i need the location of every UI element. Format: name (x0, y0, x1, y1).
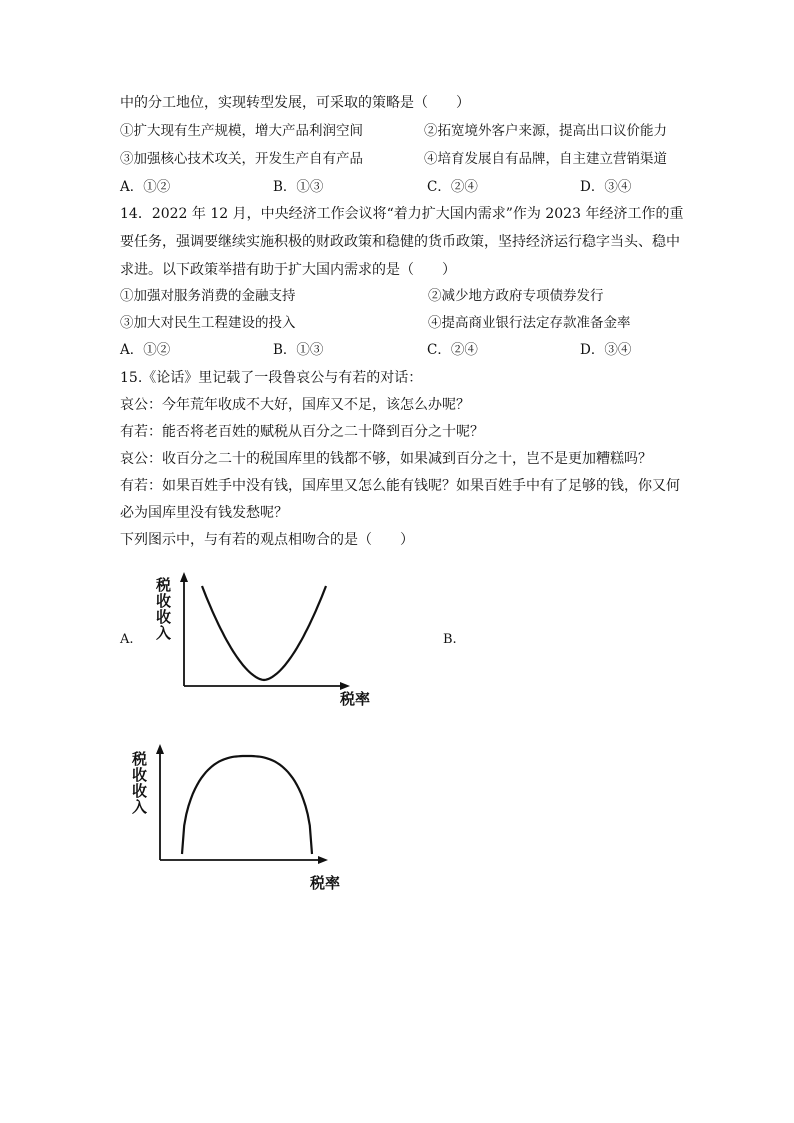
q14-option-1: ①加强对服务消费的金融支持 (120, 288, 296, 304)
q13-option-3: ③加强核心技术攻关，开发生产自有产品 (120, 151, 363, 167)
q14-answer-b[interactable]: B．①③ (273, 342, 324, 358)
chart-b-ylabel (131, 750, 147, 816)
q14-answer-c[interactable]: C．②④ (427, 342, 478, 358)
ylabel-char: 税 (156, 576, 172, 594)
q13-option-2: ②拓宽境外客户来源，提高出口议价能力 (424, 123, 667, 139)
chart-a-x-arrow (340, 682, 350, 690)
ylabel-char: 收 (156, 592, 172, 610)
q13-option-1: ①扩大现有生产规模，增大产品利润空间 (120, 123, 363, 139)
chart-b-y-arrow (156, 744, 164, 754)
q15-stem-line-7: 下列图示中，与有若的观点相吻合的是（ ） (120, 532, 414, 548)
q15-choice-a-label[interactable]: A. (120, 632, 134, 647)
q13-answer-d[interactable]: D．③④ (580, 179, 632, 195)
q13-answer-b[interactable]: B．①③ (273, 179, 324, 195)
chart-a (150, 576, 400, 716)
q15-stem-line-2: 哀公：今年荒年收成不大好，国库又不足，该怎么办呢？ (120, 397, 470, 413)
q14-option-3: ③加大对民生工程建设的投入 (120, 315, 296, 331)
q14-stem-line-1: 14．2022 年 12 月，中央经济工作会议将“着力扩大国内需求”作为 2023 年经济工作的重 (120, 206, 684, 222)
ylabel-char: 收 (132, 782, 148, 800)
q14-stem-line-2: 要任务，强调要继续实施积极的财政政策和稳健的货币政策，坚持经济运行稳字当头、稳中 (120, 234, 680, 250)
q13-answer-a[interactable]: A．①② (120, 179, 171, 195)
q14-option-4: ④提高商业银行法定存款准备金率 (428, 315, 631, 331)
q14-option-2: ②减少地方政府专项债券发行 (428, 288, 604, 304)
q15-stem-line-6: 必为国库里没有钱发愁呢？ (120, 505, 288, 521)
ylabel-char: 入 (132, 798, 148, 816)
q15-stem-line-3: 有若：能否将老百姓的赋税从百分之二十降到百分之十呢？ (120, 424, 484, 440)
ylabel-char: 入 (156, 624, 172, 642)
chart-a-xlabel: 税率 (340, 690, 371, 708)
chart-b-x-arrow (318, 856, 328, 864)
q14-answer-d[interactable]: D．③④ (580, 342, 632, 358)
q15-stem-line-1: 15.《论话》里记载了一段鲁哀公与有若的对话： (120, 370, 423, 386)
ylabel-char: 收 (156, 608, 172, 626)
chart-a-curve (202, 586, 326, 680)
q15-stem-line-4: 哀公：收百分之二十的税国库里的钱都不够，如果减到百分之十，岂不是更加糟糕吗？ (120, 451, 652, 467)
chart-b-curve (182, 756, 312, 854)
chart-b (128, 748, 378, 898)
q15-choice-b-label[interactable]: B. (443, 632, 457, 647)
q13-stem: 中的分工地位，实现转型发展，可采取的策略是（ ） (120, 95, 470, 111)
q13-option-4: ④培育发展自有品牌，自主建立营销渠道 (424, 151, 667, 167)
ylabel-char: 收 (132, 766, 148, 784)
q13-answer-c[interactable]: C．②④ (427, 179, 478, 195)
chart-b-xlabel: 税率 (310, 874, 341, 892)
q15-stem-line-5: 有若：如果百姓手中没有钱，国库里又怎么能有钱呢？如果百姓手中有了足够的钱，你又何 (120, 478, 680, 494)
q14-stem-line-3: 求进。以下政策举措有助于扩大国内需求的是（ ） (120, 262, 456, 278)
chart-a-y-arrow (180, 572, 188, 582)
q14-answer-a[interactable]: A．①② (120, 342, 171, 358)
chart-a-ylabel (155, 576, 171, 642)
ylabel-char: 税 (132, 750, 148, 768)
